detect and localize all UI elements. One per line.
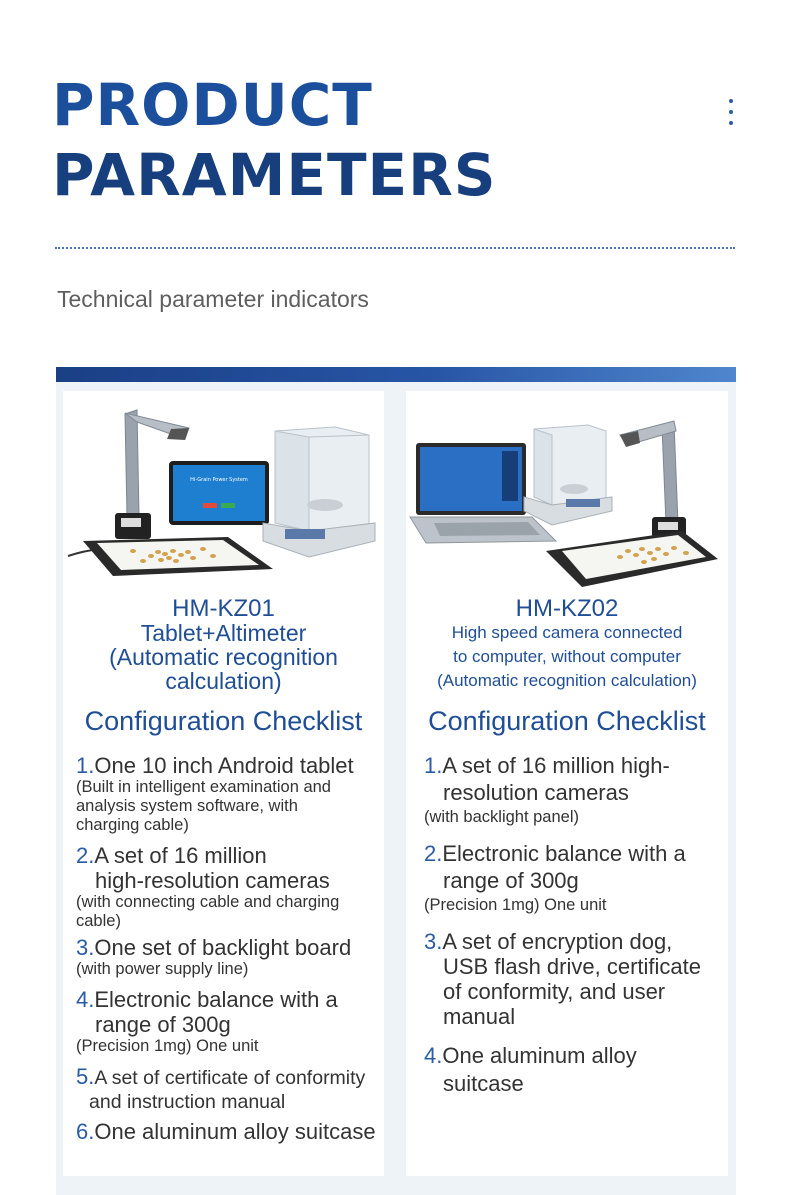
item-text: A set of certificate of conformity (94, 1067, 366, 1089)
kz01-desc-line: calculation) (165, 668, 282, 694)
item-note: cable) (76, 912, 121, 930)
checklist-item (76, 843, 381, 931)
checklist-item (424, 1043, 724, 1100)
item-number: 6. (76, 1119, 95, 1144)
item-text-cont: manual (443, 1004, 516, 1029)
item-number: 5. (76, 1064, 95, 1089)
item-number: 4. (76, 987, 95, 1012)
item-text-cont: resolution cameras (443, 780, 629, 805)
checklist-item (76, 935, 381, 979)
dotted-divider (55, 247, 735, 249)
item-text: A set of encryption dog, (442, 929, 673, 954)
item-text: One 10 inch Android tablet (94, 753, 354, 778)
checklist-item (424, 841, 724, 915)
tablet-screen-text: Hi-Grain Power System (190, 477, 248, 483)
item-note: charging cable) (76, 816, 189, 834)
item-number: 1. (76, 753, 95, 778)
product-card-kz02 (406, 391, 728, 1176)
kz01-model-code: HM-KZ01 (172, 595, 275, 622)
item-text: A set of 16 million (94, 843, 267, 868)
checklist-item (76, 1119, 381, 1144)
section-subtitle: Technical parameter indicators (57, 286, 369, 312)
panel-top-bar (56, 367, 736, 382)
kz02-product-image (406, 391, 728, 591)
kz02-desc-line: to computer, without computer (453, 647, 681, 666)
kz01-desc-line: (Automatic recognition (109, 644, 338, 670)
kz01-heading (63, 596, 384, 693)
kz02-model-code: HM-KZ02 (515, 595, 619, 622)
item-text-cont: range of 300g (95, 1012, 231, 1037)
item-number: 4. (424, 1043, 443, 1068)
item-text-cont: high-resolution cameras (95, 868, 330, 893)
page-title-line2: PARAMETERS (52, 141, 497, 209)
checklist-item (76, 987, 381, 1056)
item-number: 2. (424, 841, 443, 866)
checklist-item (76, 753, 381, 835)
checklist-item (424, 753, 724, 827)
kz01-checklist (76, 753, 381, 1144)
kz01-desc-line: Tablet+Altimeter (140, 620, 307, 646)
item-text: Electronic balance with a (442, 841, 686, 866)
page-title-line1: PRODUCT (52, 71, 373, 139)
kz02-checklist-title: Configuration Checklist (428, 706, 706, 736)
item-note: analysis system software, with (76, 797, 298, 815)
checklist-item (76, 1064, 381, 1113)
kz02-desc-line: High speed camera connected (451, 623, 683, 642)
item-text-cont: USB flash drive, certificate (443, 954, 701, 979)
item-text-cont: of conformity, and user (443, 979, 666, 1004)
item-number: 2. (76, 843, 95, 868)
kz01-checklist-title: Configuration Checklist (84, 706, 363, 736)
item-text: One aluminum alloy suitcase (94, 1119, 376, 1144)
item-note: (Precision 1mg) One unit (76, 1037, 259, 1055)
item-number: 3. (76, 935, 95, 960)
kz02-desc-line: (Automatic recognition calculation) (437, 671, 697, 690)
item-note: (with backlight panel) (424, 808, 579, 826)
parameters-panel (56, 367, 736, 1195)
checklist-item (424, 929, 724, 1029)
item-text: One set of backlight board (94, 935, 352, 960)
vertical-dots-icon[interactable] (727, 99, 735, 132)
item-note: (with power supply line) (76, 960, 249, 978)
item-number: 3. (424, 929, 443, 954)
kz01-product-image (63, 391, 384, 591)
item-number: 1. (424, 753, 443, 778)
item-note: (with connecting cable and charging (76, 893, 340, 911)
item-note: (Built in intelligent examination and (76, 778, 331, 796)
item-text: Electronic balance with a (94, 987, 338, 1012)
item-text: A set of 16 million high- (442, 753, 670, 778)
item-text-cont: suitcase (443, 1071, 524, 1096)
kz02-checklist (424, 753, 724, 1100)
item-text-cont: range of 300g (443, 868, 579, 893)
item-text: One aluminum alloy (442, 1043, 637, 1068)
item-note: (Precision 1mg) One unit (424, 896, 607, 914)
item-text-cont: and instruction manual (89, 1091, 286, 1113)
product-card-kz01 (63, 391, 384, 1176)
kz02-heading (406, 596, 728, 693)
